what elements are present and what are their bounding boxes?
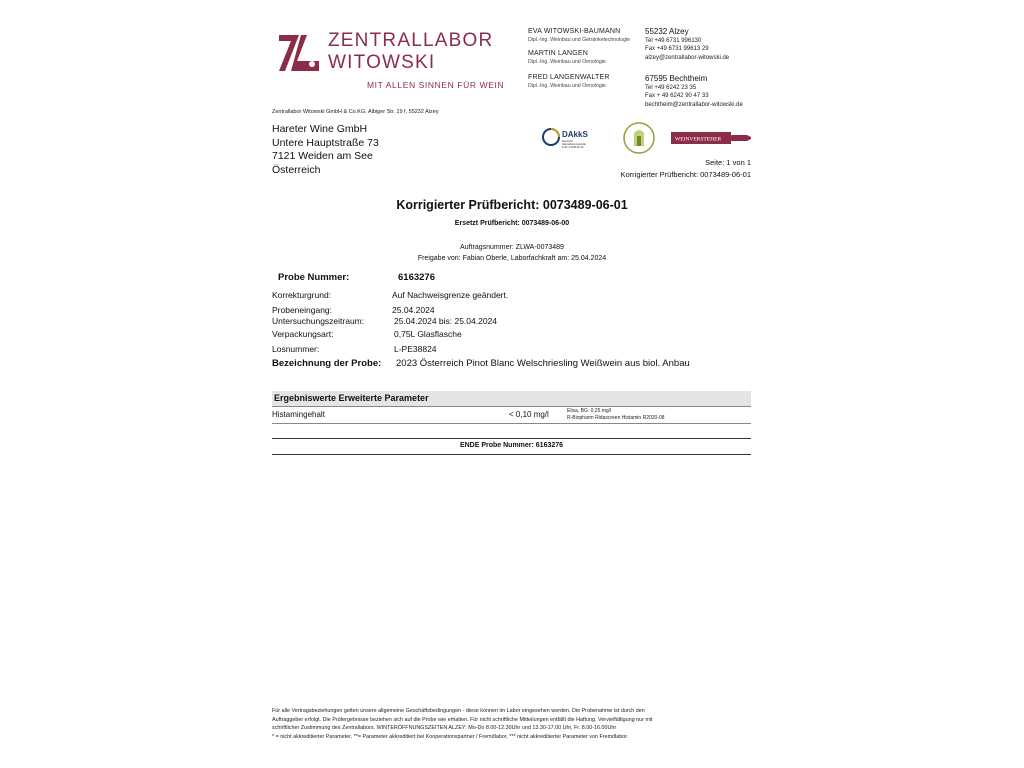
location-fax: Fax + 49 6242 90 47 33: [645, 93, 709, 99]
footer-line: * = nicht akkreditierter Parameter, **= Parameter akkreditiert bei Kooperationspartner / Fremdlabor, *** nicht akkreditierter Parameter von Fremdlabor.: [272, 733, 629, 740]
staff-title: Dipl.-Ing. Weinbau und Oenologie: [528, 59, 606, 65]
row-value-receipt: 25.04.2024: [392, 305, 435, 315]
staff-name: FRED LANGENWALTER: [528, 74, 610, 81]
location-email[interactable]: bechtheim@zentrallabor-witowski.de: [645, 101, 743, 108]
report-title: Korrigierter Prüfbericht: 0073489-06-01: [396, 198, 628, 212]
staff-name: EVA WITOWSKI-BAUMANN: [528, 28, 621, 35]
recipient-line: Untere Hauptstraße 73: [272, 136, 379, 149]
row-value-description: 2023 Österreich Pinot Blanc Welschriesling Weißwein aus biol. Anbau: [396, 358, 690, 369]
quality-seal-icon: [622, 121, 656, 155]
location-city: 55232 Alzey: [645, 27, 689, 36]
divider: [272, 406, 751, 407]
footer-disclaimer: [272, 707, 752, 741]
dakks-accreditation-icon: [542, 125, 602, 153]
row-label-correction: Korrekturgrund:: [272, 290, 332, 300]
page-number: Seite: 1 von 1: [705, 158, 751, 167]
location-fax: Fax +49 6731 99613 29: [645, 46, 709, 52]
row-label-packaging: Verpackungsart:: [272, 329, 334, 339]
result-method-line: Elisa, BG: 0,25 mg/l: [567, 408, 612, 414]
dakks-sub-2: Akkreditierungsstelle: [562, 143, 586, 146]
row-label-description: Bezeichnung der Probe:: [272, 358, 382, 369]
release-info: Freigabe von: Fabian Oberle, Laborfachkraft am: 25.04.2024: [417, 255, 607, 262]
staff-title: Dipl.-Ing. Weinbau und Oenologie: [528, 83, 606, 89]
row-value-packaging: 0,75L Glasflasche: [394, 329, 462, 339]
weinversteher-icon: [671, 131, 753, 145]
divider: [272, 438, 751, 439]
location-email[interactable]: alzey@zentrallabor-witowski.de: [645, 54, 730, 61]
location-city: 67595 Bechtheim: [645, 74, 708, 83]
report-reference: Korrigierter Prüfbericht: 0073489-06-01: [620, 170, 751, 179]
results-section-title: Ergebniswerte Erweiterte Parameter: [274, 393, 429, 403]
recipient-address: [272, 123, 379, 177]
page-info: [621, 157, 752, 181]
brand-name-line2: WITOWSKI: [328, 52, 436, 73]
row-label-period: Untersuchungszeitraum:: [272, 316, 365, 326]
recipient-line: 7121 Weiden am See: [272, 150, 373, 162]
sample-number: 6163276: [398, 272, 435, 283]
footer-line: schriftlicher Zustimmung des Zentrallabors. WINTERÖFFNUNGSZEITEN ALZEY: Mo-Do 8.00-12.30Uhr und 13.30-17.00 Uhr, Fr. 8.00-16.00Uhr: [272, 725, 617, 731]
footer-line: Für alle Vertragsbeziehungen gelten unsere allgemeine Geschäftsbedingungen - diese können im Labor eingesehen werden. Die Probenahme ist durch den: [272, 708, 645, 714]
dakks-sub-3: D-PL-14108-01-00: [562, 146, 584, 149]
staff-3: [528, 74, 610, 90]
brand-tagline: MIT ALLEN SINNEN FÜR WEIN: [367, 80, 505, 90]
brand-name-line1: ZENTRALLABOR: [328, 30, 494, 51]
row-label-lot: Losnummer:: [272, 344, 320, 354]
sender-line: Zentrallabor Witowski GmbH & Co.KG, Albiger Str. 19 f, 55232 Alzey: [272, 109, 439, 115]
end-sample-marker: ENDE Probe Nummer: 6163276: [459, 442, 564, 449]
location-alzey: [645, 28, 729, 62]
footer-line: Auftraggeber erfolgt. Die Prüfergebnisse beziehen sich auf die Probe wie erhalten. Für nicht schriftliche Mitteilungen entfällt die Haftung. Vervielfältigung nur mit: [272, 716, 653, 723]
result-method-line: R-Biopharm Ridascreen Histamin R2020-08: [567, 415, 665, 421]
order-number: Auftragsnummer: ZLWA-0073489: [460, 244, 564, 251]
row-value-lot: L-PE38824: [394, 344, 437, 354]
recipient-line: Hareter Wine GmbH: [272, 123, 368, 135]
recipient-line: Österreich: [272, 163, 321, 176]
zw-monogram-icon: [277, 33, 321, 73]
dakks-sub-1: Deutsche: [562, 140, 573, 143]
divider: [272, 423, 751, 424]
replaces-report: Ersetzt Prüfbericht: 0073489-06-00: [454, 220, 570, 227]
dakks-label: DAkkS: [562, 130, 588, 139]
staff-2: [528, 50, 606, 66]
sample-number-label: Probe Nummer:: [278, 272, 350, 283]
staff-title: Dipl.-Ing. Weinbau und Getränketechnologie: [528, 37, 630, 43]
row-value-period: 25.04.2024 bis: 25.04.2024: [394, 316, 498, 326]
row-value-correction: Auf Nachweisgrenze geändert.: [392, 290, 509, 300]
weinversteher-label: WEINVERSTEHER: [675, 136, 722, 143]
location-bechtheim: [645, 75, 743, 109]
order-info: [272, 242, 752, 264]
staff-1: [528, 28, 630, 44]
result-parameter: Histamingehalt: [272, 410, 325, 419]
result-method: [567, 408, 665, 422]
row-label-receipt: Probeneingang:: [272, 305, 333, 315]
location-tel: Tel +49 6242 23 35: [645, 84, 697, 91]
result-value: < 0,10 mg/l: [509, 410, 549, 419]
divider: [272, 454, 751, 455]
staff-name: MARTIN LANGEN: [528, 50, 589, 57]
location-tel: Tel +49 6731 996130: [645, 37, 702, 44]
brand-name: [328, 30, 493, 74]
